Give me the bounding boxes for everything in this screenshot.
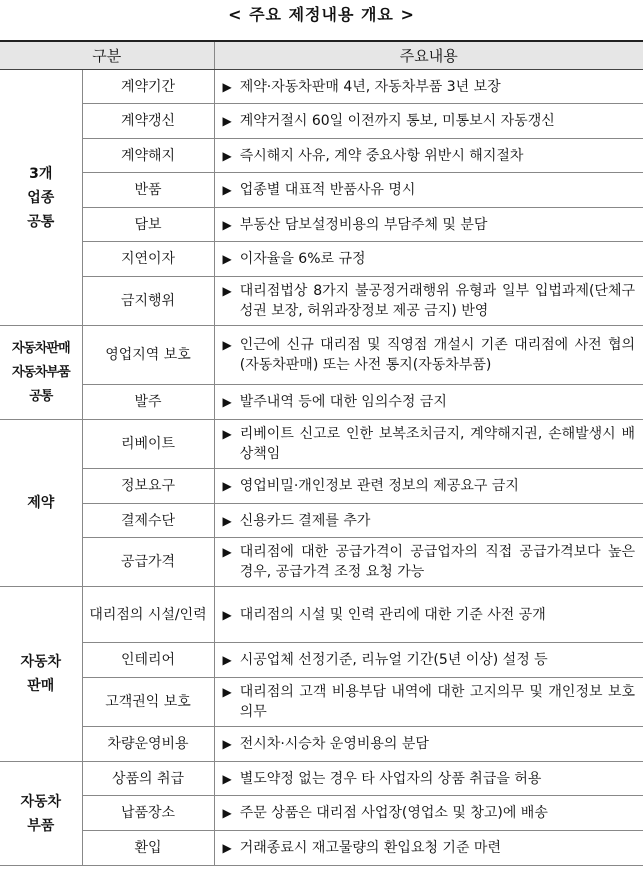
table-row bbox=[0, 277, 643, 326]
page-title: < 주요 제정내용 개요 > bbox=[228, 5, 415, 24]
table-body bbox=[0, 70, 643, 866]
bullet-arrow-icon: ▶ bbox=[222, 771, 232, 786]
content-cell bbox=[214, 727, 643, 762]
category-group-label bbox=[0, 420, 82, 587]
content-text: 대리점의 고객 비용부담 내역에 대한 고지의무 및 개인정보 보호의무 bbox=[239, 684, 636, 720]
category-group-line: 판매 bbox=[27, 678, 55, 694]
item-label: 결제수단 bbox=[82, 504, 214, 538]
bullet-arrow-icon: ▶ bbox=[222, 685, 232, 699]
table-row bbox=[0, 208, 643, 242]
category-group-line: 자동차 bbox=[20, 793, 62, 810]
table-row bbox=[0, 104, 643, 139]
content-cell bbox=[214, 326, 643, 385]
category-group-label bbox=[0, 587, 82, 762]
bullet-arrow-icon: ▶ bbox=[222, 338, 232, 352]
content-text: 신용카드 결제를 추가 bbox=[239, 512, 371, 529]
bullet-arrow-icon: ▶ bbox=[222, 79, 232, 94]
table-row bbox=[0, 420, 643, 469]
content-cell bbox=[214, 242, 643, 277]
item-label: 차량운영비용 bbox=[82, 727, 214, 762]
bullet-arrow-icon: ▶ bbox=[222, 284, 232, 298]
item-label: 영업지역 보호 bbox=[82, 326, 214, 385]
item-label: 지연이자 bbox=[82, 242, 214, 277]
bullet-arrow-icon: ▶ bbox=[222, 737, 232, 751]
content-cell bbox=[214, 762, 643, 796]
category-group-line: 자동차부품 bbox=[11, 364, 70, 380]
table-row bbox=[0, 504, 643, 538]
table-row bbox=[0, 643, 643, 678]
table-row bbox=[0, 242, 643, 277]
bullet-arrow-icon: ▶ bbox=[222, 841, 232, 855]
table-row bbox=[0, 538, 643, 587]
item-label: 반품 bbox=[82, 173, 214, 208]
item-label: 고객권익 보호 bbox=[82, 678, 214, 727]
content-text: 거래종료시 재고물량의 환입요청 기준 마련 bbox=[239, 840, 501, 856]
bullet-arrow-icon: ▶ bbox=[222, 545, 232, 559]
content-text: 대리점에 대한 공급가격이 공급업자의 직접 공급가격보다 높은 경우, 공급가격 조정 요청 가능 bbox=[239, 544, 636, 580]
item-label: 리베이트 bbox=[82, 420, 214, 469]
content-cell bbox=[214, 139, 643, 173]
item-label: 인테리어 bbox=[82, 643, 214, 678]
content-cell bbox=[214, 538, 643, 587]
category-group-label bbox=[0, 326, 82, 420]
category-group-line: 자동차 bbox=[20, 654, 62, 670]
category-group-line: 업종 bbox=[27, 189, 55, 206]
bullet-arrow-icon: ▶ bbox=[222, 183, 232, 197]
bullet-arrow-icon: ▶ bbox=[222, 252, 232, 266]
content-text: 영업비밀·개인정보 관련 정보의 제공요구 금지 bbox=[239, 478, 519, 494]
header-content: 주요내용 bbox=[214, 41, 643, 70]
content-cell bbox=[214, 643, 643, 678]
content-text: 제약·자동차판매 4년, 자동차부품 3년 보장 bbox=[239, 78, 501, 95]
content-text: 시공업체 선정기준, 리뉴얼 기간(5년 이상) 설정 등 bbox=[239, 652, 548, 668]
header-category: 구분 bbox=[0, 41, 214, 70]
table-row bbox=[0, 587, 643, 643]
content-text: 부동산 담보설정비용의 부담주체 및 분담 bbox=[239, 216, 488, 233]
content-text: 발주내역 등에 대한 임의수정 금지 bbox=[239, 394, 447, 410]
item-label: 담보 bbox=[82, 208, 214, 242]
item-label: 공급가격 bbox=[82, 538, 214, 587]
table-row bbox=[0, 70, 643, 104]
table-row bbox=[0, 831, 643, 866]
table-row bbox=[0, 469, 643, 504]
content-text: 전시차·시승차 운영비용의 분담 bbox=[239, 736, 429, 752]
content-text: 즉시해지 사유, 계약 중요사항 위반시 해지절차 bbox=[239, 147, 524, 164]
item-label: 금지행위 bbox=[82, 277, 214, 326]
content-text: 주문 상품은 대리점 사업장(영업소 및 창고)에 배송 bbox=[239, 805, 548, 821]
bullet-arrow-icon: ▶ bbox=[222, 114, 232, 128]
item-label: 계약기간 bbox=[82, 70, 214, 104]
item-label: 계약해지 bbox=[82, 139, 214, 173]
content-cell bbox=[214, 831, 643, 866]
table-row bbox=[0, 385, 643, 420]
category-group-line: 공통 bbox=[27, 213, 55, 230]
table-header-row bbox=[0, 41, 643, 70]
content-cell bbox=[214, 796, 643, 831]
content-text: 별도약정 없는 경우 타 사업자의 상품 취급을 허용 bbox=[239, 770, 542, 787]
table-row bbox=[0, 796, 643, 831]
content-cell bbox=[214, 277, 643, 326]
category-group-line: 자동차판매 bbox=[11, 340, 70, 356]
bullet-arrow-icon: ▶ bbox=[222, 607, 232, 622]
content-cell bbox=[214, 678, 643, 727]
table-row bbox=[0, 173, 643, 208]
table-row bbox=[0, 326, 643, 385]
item-label: 정보요구 bbox=[82, 469, 214, 504]
item-label: 환입 bbox=[82, 831, 214, 866]
content-text: 이자율을 6%로 규정 bbox=[239, 251, 366, 267]
summary-table bbox=[0, 40, 643, 866]
content-cell bbox=[214, 70, 643, 104]
content-cell bbox=[214, 104, 643, 139]
content-text: 대리점의 시설 및 인력 관리에 대한 기준 사전 공개 bbox=[239, 606, 546, 623]
category-group-label bbox=[0, 70, 82, 326]
category-group-line: 제약 bbox=[27, 495, 55, 511]
content-cell bbox=[214, 208, 643, 242]
category-group-line: 3개 bbox=[29, 165, 53, 182]
content-cell bbox=[214, 469, 643, 504]
content-cell bbox=[214, 587, 643, 643]
content-cell bbox=[214, 420, 643, 469]
item-label: 납품장소 bbox=[82, 796, 214, 831]
item-label: 계약갱신 bbox=[82, 104, 214, 139]
content-cell bbox=[214, 173, 643, 208]
item-label: 대리점의 시설/인력 bbox=[82, 587, 214, 643]
category-group-label bbox=[0, 762, 82, 866]
item-label: 상품의 취급 bbox=[82, 762, 214, 796]
table-row bbox=[0, 139, 643, 173]
category-group-line: 부품 bbox=[27, 817, 55, 834]
bullet-arrow-icon: ▶ bbox=[222, 427, 232, 441]
bullet-arrow-icon: ▶ bbox=[222, 653, 232, 667]
content-text: 대리점법상 8가지 불공정거래행위 유형과 일부 입법과제(단체구성권 보장, 허위과장정보 제공 금지) 반영 bbox=[239, 283, 636, 319]
bullet-arrow-icon: ▶ bbox=[222, 479, 232, 493]
table-row bbox=[0, 678, 643, 727]
bullet-arrow-icon: ▶ bbox=[222, 217, 232, 232]
content-cell bbox=[214, 385, 643, 420]
bullet-arrow-icon: ▶ bbox=[222, 513, 232, 528]
category-group-line: 공통 bbox=[29, 388, 53, 404]
content-text: 계약거절시 60일 이전까지 통보, 미통보시 자동갱신 bbox=[239, 113, 555, 129]
bullet-arrow-icon: ▶ bbox=[222, 395, 232, 409]
content-cell bbox=[214, 504, 643, 538]
bullet-arrow-icon: ▶ bbox=[222, 148, 232, 163]
bullet-arrow-icon: ▶ bbox=[222, 806, 232, 820]
table-row bbox=[0, 762, 643, 796]
table-row bbox=[0, 727, 643, 762]
content-text: 인근에 신규 대리점 및 직영점 개설시 기존 대리점에 사전 협의(자동차판매) 또는 사전 통지(자동차부품) bbox=[239, 337, 636, 373]
item-label: 발주 bbox=[82, 385, 214, 420]
content-text: 업종별 대표적 반품사유 명시 bbox=[239, 182, 416, 198]
content-text: 리베이트 신고로 인한 보복조치금지, 계약해지권, 손해발생시 배상책임 bbox=[239, 426, 636, 462]
